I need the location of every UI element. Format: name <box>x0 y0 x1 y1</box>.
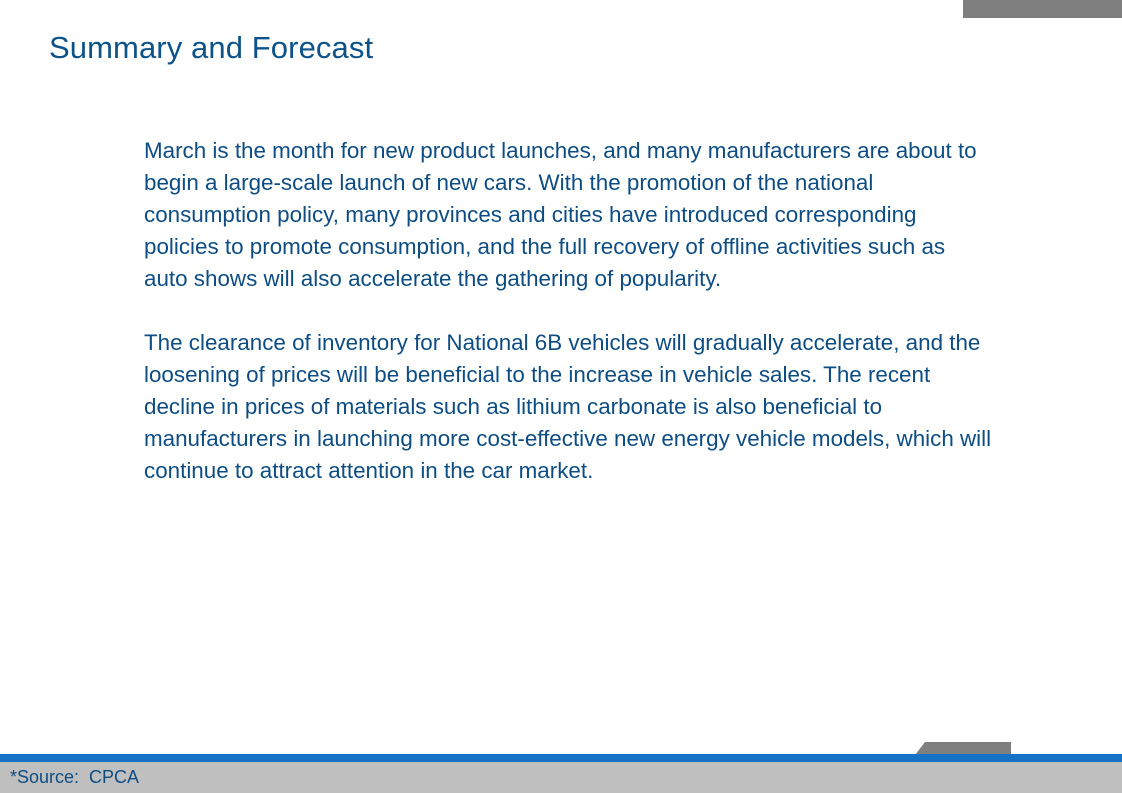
top-right-accent-bar <box>963 0 1122 18</box>
source-note: *Source: CPCA <box>10 767 140 787</box>
slide-title: Summary and Forecast <box>49 30 374 65</box>
paragraph-2: The clearance of inventory for National 6B vehicles will gradually accelerate, and the loosening of prices will be beneficial to the increase in vehicle sales. The recent decline in prices of materials such as lithium carbonate is also beneficial to manufacturers in launching more cost-effective new energy vehicle models, which will continue to attract attention in the car market. <box>144 330 992 483</box>
footer-blue-stripe <box>0 754 1122 762</box>
paragraph-1: March is the month for new product launches, and many manufacturers are about to begin a large-scale launch of new cars. With the promotion of the national consumption policy, many provinces and cities have introduced corresponding policies to promote consumption, and the full recovery of offline activities such as auto shows will also accelerate the gathering of popularity. <box>144 138 977 291</box>
footer-bar <box>0 762 1122 793</box>
summary-body <box>144 135 994 487</box>
